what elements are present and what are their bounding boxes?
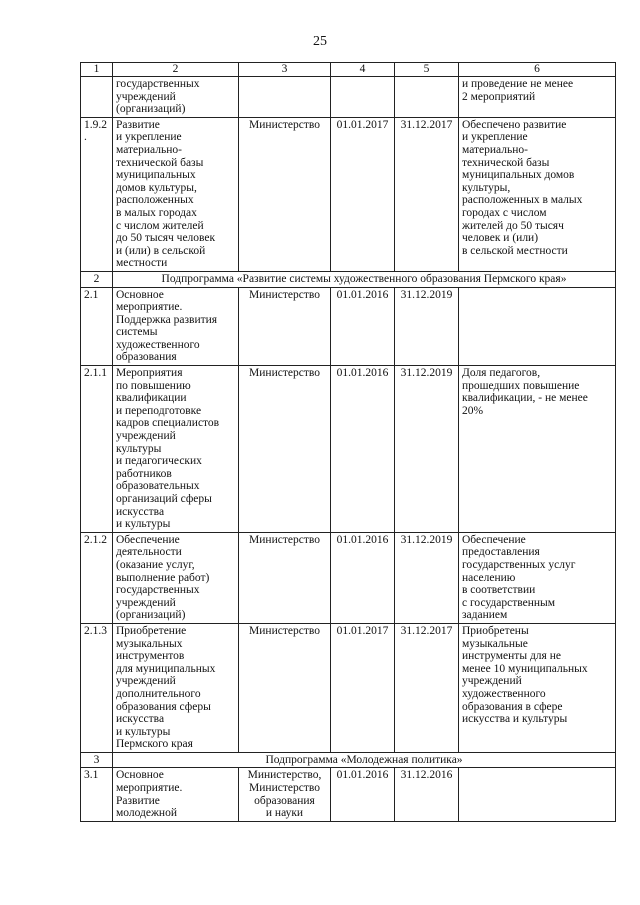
end-date: 31.12.2019	[395, 287, 459, 366]
table-row	[81, 768, 616, 821]
responsible-executor: Министерство	[239, 287, 331, 366]
item-number: 2.1.3	[81, 623, 113, 752]
subprogram-number: 2	[81, 271, 113, 287]
expected-result	[459, 287, 616, 366]
header-cell: 2	[113, 63, 239, 77]
item-number	[81, 77, 113, 118]
item-name: Приобретение музыкальных инструментов для муниципальных учреждений дополнительного образования сферы искусства и культуры Пермского края	[113, 623, 239, 752]
start-date	[331, 77, 395, 118]
start-date: 01.01.2016	[331, 768, 395, 821]
program-table	[80, 62, 616, 822]
start-date: 01.01.2016	[331, 366, 395, 533]
expected-result: Доля педагогов, прошедших повышение квалификации, - не менее 20%	[459, 366, 616, 533]
end-date: 31.12.2016	[395, 768, 459, 821]
item-number: 2.1	[81, 287, 113, 366]
end-date: 31.12.2017	[395, 623, 459, 752]
expected-result: Обеспечение предоставления государственных услуг населению в соответствии с государственным заданием	[459, 532, 616, 623]
header-cell: 4	[331, 63, 395, 77]
item-name: Обеспечение деятельности (оказание услуг, выполнение работ) государственных учреждений (организаций)	[113, 532, 239, 623]
responsible-executor: Министерство	[239, 366, 331, 533]
start-date: 01.01.2017	[331, 117, 395, 271]
item-name: Основное мероприятие. Поддержка развития системы художественного образования	[113, 287, 239, 366]
subprogram-row	[81, 752, 616, 768]
responsible-executor	[239, 77, 331, 118]
table-row	[81, 117, 616, 271]
responsible-executor: Министерство	[239, 532, 331, 623]
table-row	[81, 623, 616, 752]
expected-result: и проведение не менее 2 мероприятий	[459, 77, 616, 118]
responsible-executor: Министерство	[239, 117, 331, 271]
item-number: 2.1.1	[81, 366, 113, 533]
item-number: 1.9.2.	[81, 117, 113, 271]
item-name: Основное мероприятие. Развитие молодежной	[113, 768, 239, 821]
table-row	[81, 532, 616, 623]
responsible-executor: Министерство, Министерство образования и науки	[239, 768, 331, 821]
table-row	[81, 77, 616, 118]
subprogram-title: Подпрограмма «Молодежная политика»	[113, 752, 616, 768]
subprogram-number: 3	[81, 752, 113, 768]
page-number: 25	[313, 34, 327, 49]
header-cell: 5	[395, 63, 459, 77]
end-date: 31.12.2019	[395, 532, 459, 623]
start-date: 01.01.2016	[331, 287, 395, 366]
item-number: 2.1.2	[81, 532, 113, 623]
subprogram-title: Подпрограмма «Развитие системы художественного образования Пермского края»	[113, 271, 616, 287]
item-number: 3.1	[81, 768, 113, 821]
end-date: 31.12.2019	[395, 366, 459, 533]
header-row	[81, 63, 616, 77]
header-cell: 1	[81, 63, 113, 77]
item-name: Развитие и укрепление материально- технической базы муниципальных домов культуры, расположенных в малых городах с числом жителей до 50 тысяч человек и (или) в сельской местности	[113, 117, 239, 271]
expected-result: Обеспечено развитие и укрепление материально- технической базы муниципальных домов культуры, расположенных в малых городах с числом жителей до 50 тысяч человек и (или) в сельской местности	[459, 117, 616, 271]
start-date: 01.01.2017	[331, 623, 395, 752]
header-cell: 3	[239, 63, 331, 77]
table-row	[81, 366, 616, 533]
expected-result	[459, 768, 616, 821]
start-date: 01.01.2016	[331, 532, 395, 623]
subprogram-row	[81, 271, 616, 287]
item-name: государственных учреждений (организаций)	[113, 77, 239, 118]
item-name: Мероприятия по повышению квалификации и переподготовке кадров специалистов учреждений культуры и педагогических работников образовательных организаций сферы искусства и культуры	[113, 366, 239, 533]
expected-result: Приобретены музыкальные инструменты для не менее 10 муниципальных учреждений художественного образования в сфере искусства и культуры	[459, 623, 616, 752]
responsible-executor: Министерство	[239, 623, 331, 752]
header-cell: 6	[459, 63, 616, 77]
table-row	[81, 287, 616, 366]
end-date	[395, 77, 459, 118]
end-date: 31.12.2017	[395, 117, 459, 271]
